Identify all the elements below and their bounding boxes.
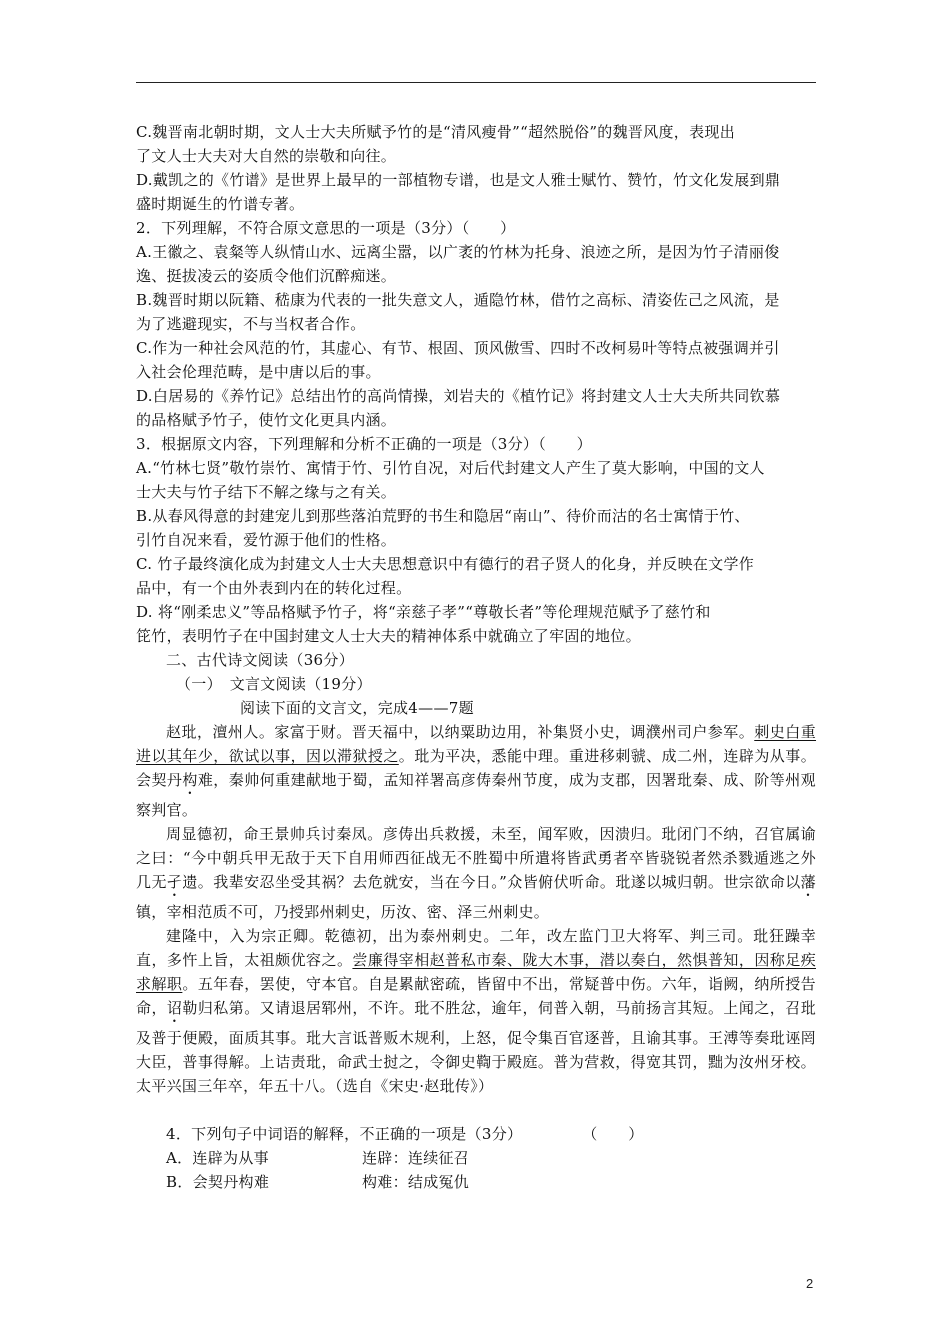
passage-paragraph-2: 周显德初，命王景帅兵讨秦凤。彦俦出兵救援，未至，闻军败，因溃归。玭闭门不纳，召官属谕之曰：“今中朝兵甲无敌于天下自用师西征战无不胜蜀中所遣将皆武勇者卒皆骁锐者然杀戮遁逃之外几无孑遗。我辈安忍坐受其祸？去危就安，当在今日。”众皆俯伏听命。玭遂以城归朝。世宗欲命以藩镇，宰相范质不可，乃授郢州刺史，历汝、密、泽三州刺史。 [136,825,816,921]
section-heading: 二、古代诗文阅读（36分） [166,651,354,669]
option-b2-line2: 为了逃避现实，不与当权者合作。 [136,315,366,333]
option-a4: A．连辟为从事 连辟：连续征召 [166,1149,470,1167]
passage-paragraph-3: 建隆中，入为宗正卿。乾德初，出为泰州刺史。二年，改左监门卫大将军、判三司。玭狂躁幸直，多忤上旨，太祖颇优容之。尝廉得宰相赵普私市秦、陇大木事，潜以奏白，然惧普知，因称足疾求解职。五年春，罢使，守本官。自是累献密疏，皆留中不出，常疑普中伤。六年，诣阙，纳所授告命，诏勒归私第。又请退居郓州，不许。玭不胜忿，逾年，伺普入朝，马前扬言其短。上闻之，召玭及普于便殿，面质其事。玭大言诋普贩木规利，上怒，促令集百官逐普，且谕其事。王溥等奏玭诬罔大臣，普事得解。上诘责玭，命武士挝之，令御史鞫于殿庭。普为营救，得宽其罚，黜为汝州牙校。太平兴国三年卒，年五十八。（选自《宋史·赵玭传》） [136,927,816,1095]
question-4: 4．下列句子中词语的解释，不正确的一项是（3分） （ ） [166,1125,644,1143]
option-c2-line2: 入社会伦理范畴，是中唐以后的事。 [136,363,381,381]
option-c2-line1: C.作为一种社会风范的竹，其虚心、有节、根固、顶风傲雪、四时不改柯易叶等特点被强调并引 [136,339,780,357]
answer-blank: （ ） [582,1125,644,1143]
reading-instruction: 阅读下面的文言文，完成4——7题 [240,699,474,717]
option-d1-line1: D.戴凯之的《竹谱》是世界上最早的一部植物专谱，也是文人雅士赋竹、赞竹，竹文化发展到鼎 [136,171,781,189]
emphasis-char: 藩 [800,873,816,891]
option-b3-line1: B.从春风得意的封建宠儿到那些落泊荒野的书生和隐居“南山”、待价而沽的名士寓情于竹、 [136,507,750,525]
passage-paragraph-1: 赵玭，澶州人。家富于财。晋天福中，以纳粟助边用，补集贤小史，调濮州司户参军。刺史白重进以其年少，欲试以事，因以滞狱授之。玭为平决，悉能中理。重进移刺虢、成二州，连辟为从事。会契丹构难，秦帅何重建献地于蜀，孟知祥署高彦俦秦州节度，成为支郡，因署玭秦、成、阶等州观察判官。 [136,723,817,819]
option-c1-line2: 了文人士大夫对大自然的崇敬和向往。 [136,147,397,165]
emphasis-char: 孑 [166,873,183,891]
underlined-sentence-2: 尝廉得宰相赵普私市秦、陇大木事，潜以奏白，然惧普知，因称足疾求解职 [136,951,816,993]
emphasis-char: 诏 [166,999,183,1017]
question-2: 2．下列理解，不符合原文意思的一项是（3分）（ ） [136,219,516,237]
option-d2-line1: D.白居易的《养竹记》总结出竹的高尚情操，刘岩夫的《植竹记》将封建文人士大夫所共同钦慕 [136,387,781,405]
option-b2-line1: B.魏晋时期以阮籍、嵇康为代表的一批失意文人，遁隐竹林，借竹之高标、清姿佐己之风流，是 [136,291,780,309]
header-rule [136,82,816,83]
option-a3-line2: 士大夫与竹子结下不解之缘与之有关。 [136,483,397,501]
document-body [136,120,816,1194]
option-d3-line1: D. 将“刚柔忠义”等品格赋予竹子，将“亲慈子孝”“尊敬长者”等伦理规范赋予了慈竹和 [136,603,711,621]
subsection-heading: （一） 文言文阅读（19分） [176,675,372,693]
emphasis-char: 构 [182,771,198,789]
option-b3-line2: 引竹自况来看，爱竹源于他们的性格。 [136,531,397,549]
option-d1-line2: 盛时期诞生的竹谱专著。 [136,195,305,213]
question-3: 3．根据原文内容，下列理解和分析不正确的一项是（3分）（ ） [136,435,592,453]
option-a2-line1: A.王徽之、袁粲等人纵情山水、远离尘嚣，以广袤的竹林为托身、浪迹之所，是因为竹子清丽俊 [136,243,780,261]
option-a3-line1: A.“竹林七贤”敬竹崇竹、寓情于竹、引竹自况，对后代封建文人产生了莫大影响，中国的文人 [136,459,765,477]
option-b4: B．会契丹构难 构难：结成冤仇 [166,1173,470,1191]
option-c1-line1: C.魏晋南北朝时期，文人士大夫所赋予竹的是“清风瘦骨”“超然脱俗”的魏晋风度，表现出 [136,123,735,141]
page-number: 2 [806,1276,814,1291]
option-d2-line2: 的品格赋予竹子，使竹文化更具内涵。 [136,411,397,429]
option-d3-line2: 笓竹，表明竹子在中国封建文人士大夫的精神体系中就确立了牢固的地位。 [136,627,641,645]
option-c3-line1: C. 竹子最终演化成为封建文人士大夫思想意识中有德行的君子贤人的化身，并反映在文学作 [136,555,755,573]
option-a2-line2: 逸、挺拔凌云的姿质令他们沉醉痴迷。 [136,267,397,285]
option-c3-line2: 品中，有一个由外表到内在的转化过程。 [136,579,412,597]
underlined-sentence-1: 刺史白重进以其年少，欲试以事，因以滞狱授之 [136,723,817,765]
